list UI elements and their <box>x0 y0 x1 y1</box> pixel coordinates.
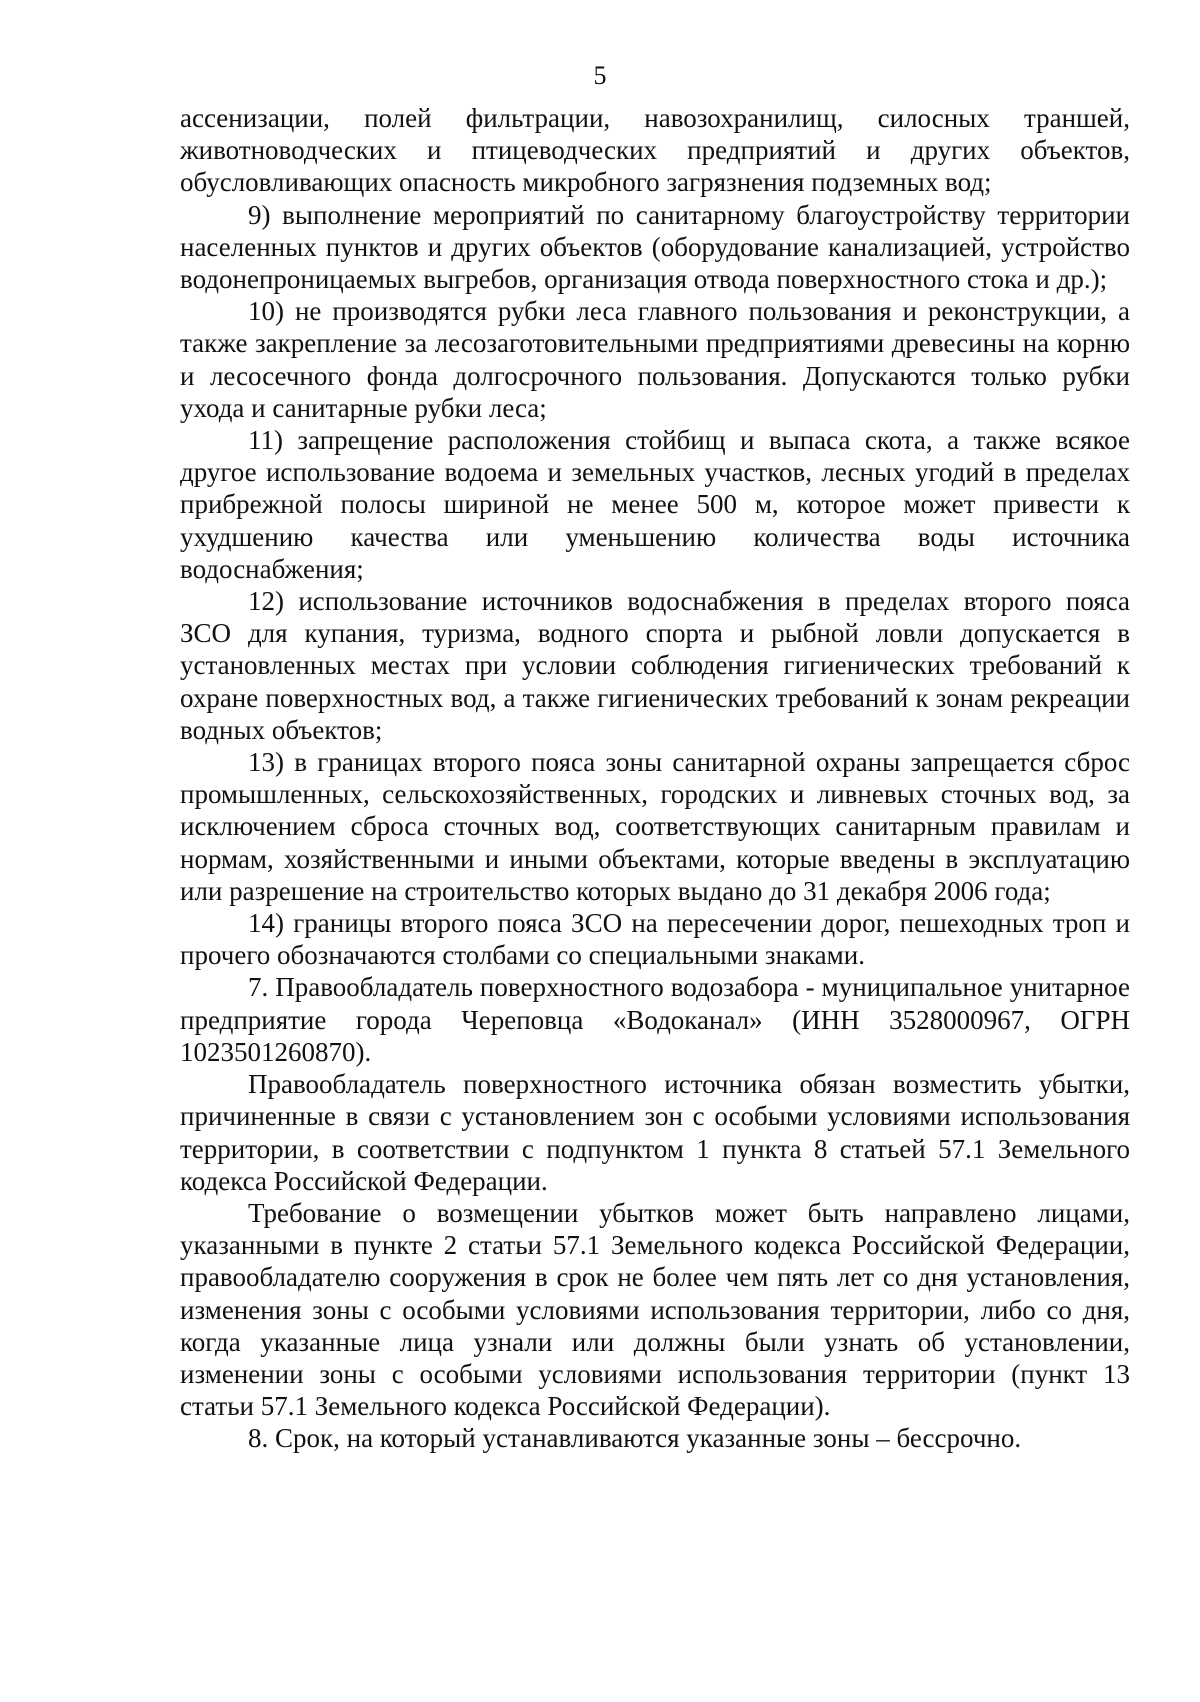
paragraph-item-10: 10) не производятся рубки леса главного пользования и реконструкции, а также закрепление за лесозаготовительными предприятиями древесины на корню и лесосечного фонда долгосрочного пользования. Допускаются только рубки ухода и санитарные рубки леса; <box>180 296 1130 423</box>
document-body <box>180 102 1130 1455</box>
paragraph-continuation: ассенизации, полей фильтрации, навозохранилищ, силосных траншей, животноводческих и птицеводческих предприятий и других объектов, обусловливающих опасность микробного загрязнения подземных вод; <box>180 103 1130 198</box>
paragraph-compensation-obligation: Правообладатель поверхностного источника обязан возместить убытки, причиненные в связи с установлением зон с особыми условиями использования территории, в соответствии с подпунктом 1 пункта 8 статьей 57.1 Земельного кодекса Российской Федерации. <box>180 1069 1130 1196</box>
paragraph-item-9: 9) выполнение мероприятий по санитарному благоустройству территории населенных пунктов и других объектов (оборудование канализацией, устройство водонепроницаемых выгребов, организация отвода поверхностного стока и др.); <box>180 199 1130 295</box>
paragraph-item-14: 14) границы второго пояса ЗСО на пересечении дорог, пешеходных троп и прочего обозначаются столбами со специальными знаками. <box>180 908 1130 971</box>
paragraph-item-11: 11) запрещение расположения стойбищ и выпаса скота, а также всякое другое использование водоема и земельных участков, лесных угодий в пределах прибрежной полосы шириной не менее 500 м, которое может привести к ухудшению качества или уменьшению количества воды источника водоснабжения; <box>180 425 1130 584</box>
paragraph-item-13: 13) в границах второго пояса зоны санитарной охраны запрещается сброс промышленных, сельскохозяйственных, городских и ливневых сточных вод, за исключением сброса сточных вод, соответствующих санитарным правилам и нормам, хозяйственными и иными объектами, которые введены в эксплуатацию или разрешение на строительство которых выдано до 31 декабря 2006 года; <box>180 747 1130 906</box>
page-number: 5 <box>593 61 607 90</box>
paragraph-section-8: 8. Срок, на который устанавливаются указанные зоны – бессрочно. <box>248 1423 1022 1454</box>
paragraph-compensation-request: Требование о возмещении убытков может быть направлено лицами, указанными в пункте 2 статьи 57.1 Земельного кодекса Российской Федерации, правообладателю сооружения в срок не более чем пять лет со дня установления, изменения зоны с особыми условиями использования территории, либо со дня, когда указанные лица узнали или должны были узнать об установлении, изменении зоны с особыми условиями использования территории (пункт 13 статьи 57.1 Земельного кодекса Российской Федерации). <box>180 1197 1130 1422</box>
paragraph-section-7: 7. Правообладатель поверхностного водозабора - муниципальное унитарное предприятие города Череповца «Водоканал» (ИНН 3528000967, ОГРН 1023501260870). <box>180 972 1130 1067</box>
paragraph-item-12: 12) использование источников водоснабжения в пределах второго пояса ЗСО для купания, туризма, водного спорта и рыбной ловли допускается в установленных местах при условии соблюдения гигиенических требований к охране поверхностных вод, а также гигиенических требований к зонам рекреации водных объектов; <box>180 586 1130 745</box>
